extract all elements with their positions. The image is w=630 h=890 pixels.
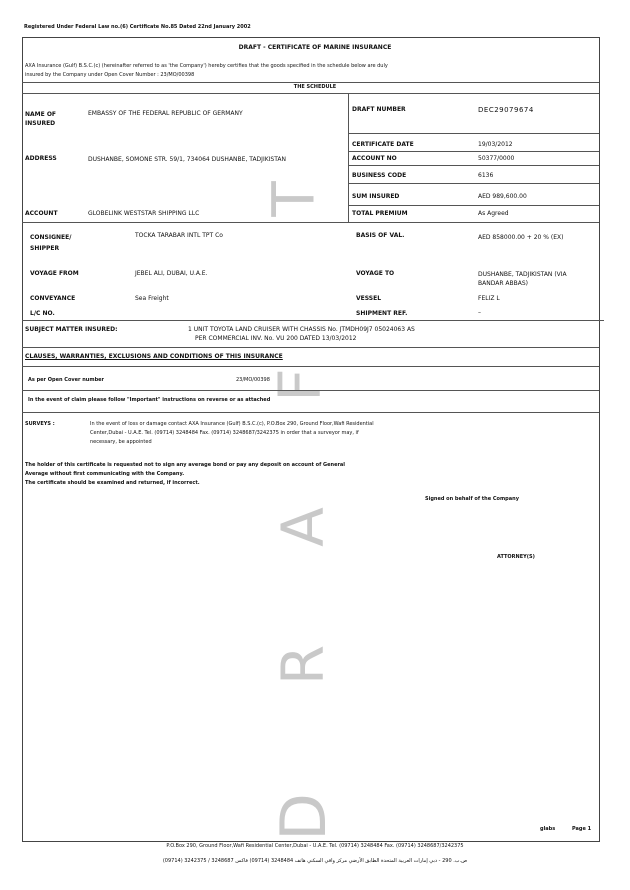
page-number: Page 1 [572,826,592,832]
voyage-from-label: VOYAGE FROM [30,270,79,277]
conveyance-value: Sea Freight [135,295,169,302]
holder-notice-line-2: Average without first communicating with the Company. [25,471,185,477]
vessel-value: FELIZ L [478,295,500,302]
surveys-label: SURVEYS : [25,421,55,427]
business-code-label: BUSINESS CODE [352,172,407,179]
subject-matter-line-1: 1 UNIT TOYOTA LAND CRUISER WITH CHASSIS No. JTMDH09J7 05024063 AS [188,326,415,333]
total-premium-label: TOTAL PREMIUM [352,210,408,217]
divider [348,151,599,152]
watermark-letter-a: A [268,507,337,547]
divider [348,133,599,134]
attorney-label: ATTORNEY(S) [497,554,535,560]
sum-insured-value: AED 989,600.00 [478,193,527,200]
account-no-label: ACCOUNT NO [352,155,397,162]
intro-line-2: insured by the Company under Open Cover Number : 23/MO/00398 [25,72,195,78]
document-title: DRAFT - CERTIFICATE OF MARINE INSURANCE [238,44,392,51]
certificate-date-value: 19/03/2012 [478,141,513,148]
watermark-letter-t: T [259,181,328,217]
divider [22,222,599,223]
account-value: GLOBELINK WESTSTAR SHIPPING LLC [88,210,200,217]
watermark-letter-d: D [266,793,340,841]
schedule-heading: THE SCHEDULE [293,84,337,90]
consignee-label: CONSIGNEE/ SHIPPER [30,234,72,252]
total-premium-value: As Agreed [478,210,509,217]
divider [22,412,599,413]
consignee-value: TOCKA TARABAR INTL TPT Co [135,232,223,239]
registration-line: Registered Under Federal Law no.(6) Certificate No.85 Dated 22nd January 2002 [24,24,251,30]
footer-address-arabic: ص.ب. 290 - دبي إمارات العربية المتحدة الطابق الأرضي مركز وافي السكني هاتف 3248484 (09714) فاكس 3248687 / 3242375 (09714) [162,858,468,864]
claim-instructions-note: In the event of claim please follow "Important" instructions on reverse or as attached [28,397,271,403]
account-label: ACCOUNT [25,210,58,217]
lc-number-label: L/C NO. [30,310,55,317]
divider [22,82,599,83]
divider [348,205,599,206]
conveyance-label: CONVEYANCE [30,295,76,302]
surveys-line-2: Center,Dubai - U.A.E. Tel. (09714) 3248484 Fax. (09714) 3248687/3242375 in order that a surveyor may, if [90,430,359,436]
voyage-to-value: DUSHANBE, TADJIKISTAN (VIA BANDAR ABBAS) [478,271,567,287]
open-cover-value: 23/MO/00398 [236,377,270,383]
signed-on-behalf: Signed on behalf of the Company [425,496,519,502]
divider [22,320,604,321]
address-value: DUSHANBE, SOMONE STR. 59/1, 734064 DUSHANBE, TADJIKISTAN [88,156,287,163]
vessel-label: VESSEL [356,295,382,302]
name-of-insured-label: NAME OF INSURED [25,111,57,127]
watermark-letter-r: R [269,644,338,686]
voyage-to-label: VOYAGE TO [356,270,395,277]
certificate-date-label: CERTIFICATE DATE [352,141,414,148]
subject-matter-line-2: PER COMMERCIAL INV. No. VU 200 DATED 13/03/2012 [195,335,357,342]
business-code-value: 6136 [478,172,494,179]
watermark-letter-f: F [265,368,334,402]
sum-insured-label: SUM INSURED [352,193,400,200]
holder-notice-line-3: The certificate should be examined and returned, if incorrect. [25,480,200,486]
divider [22,347,599,348]
intro-line-1: AXA Insurance (Gulf) B.S.C.(c) (hereinafter referred to as 'the Company') hereby certifies that the goods specified in the schedule below are duly [25,63,388,69]
clauses-heading: CLAUSES, WARRANTIES, EXCLUSIONS AND CONDITIONS OF THIS INSURANCE [25,353,283,360]
surveys-line-3: necessary, be appointed [90,439,152,445]
divider [348,165,599,166]
holder-notice-line-1: The holder of this certificate is requested not to sign any average bond or pay any deposit on account of General [25,462,346,468]
footer-address-english: P.O.Box 290, Ground Floor,Wafi Residential Center,Dubai - U.A.E. Tel. (09714) 3248484 Fax. (09714) 3248687/3242375 [166,843,464,849]
schedule-column-divider [348,93,349,223]
shipment-ref-value: – [478,309,481,316]
draft-number-value: DEC29079674 [478,106,534,114]
name-of-insured-value: EMBASSY OF THE FEDERAL REPUBLIC OF GERMANY [88,110,243,117]
shipment-ref-label: SHIPMENT REF. [356,310,408,317]
divider [22,390,599,391]
divider [22,93,599,94]
divider [348,183,599,184]
address-label: ADDRESS [25,155,57,162]
divider [22,366,599,367]
basis-of-val-label: BASIS OF VAL. [356,232,405,239]
draft-number-label: DRAFT NUMBER [352,106,406,113]
open-cover-label: As per Open Cover number [28,377,105,383]
subject-matter-label: SUBJECT MATTER INSURED: [25,326,118,333]
basis-of-val-value: AED 858000.00 + 20 % (EX) [478,234,564,241]
footer-code: glabs [540,826,556,832]
surveys-line-1: In the event of loss or damage contact AXA Insurance (Gulf) B.S.C.(c), P.O.Box 290, Ground Floor,Wafi Residential [90,421,374,427]
voyage-from-value: JEBEL ALI, DUBAI, U.A.E. [135,270,208,277]
account-no-value: 50377/0000 [478,155,515,162]
